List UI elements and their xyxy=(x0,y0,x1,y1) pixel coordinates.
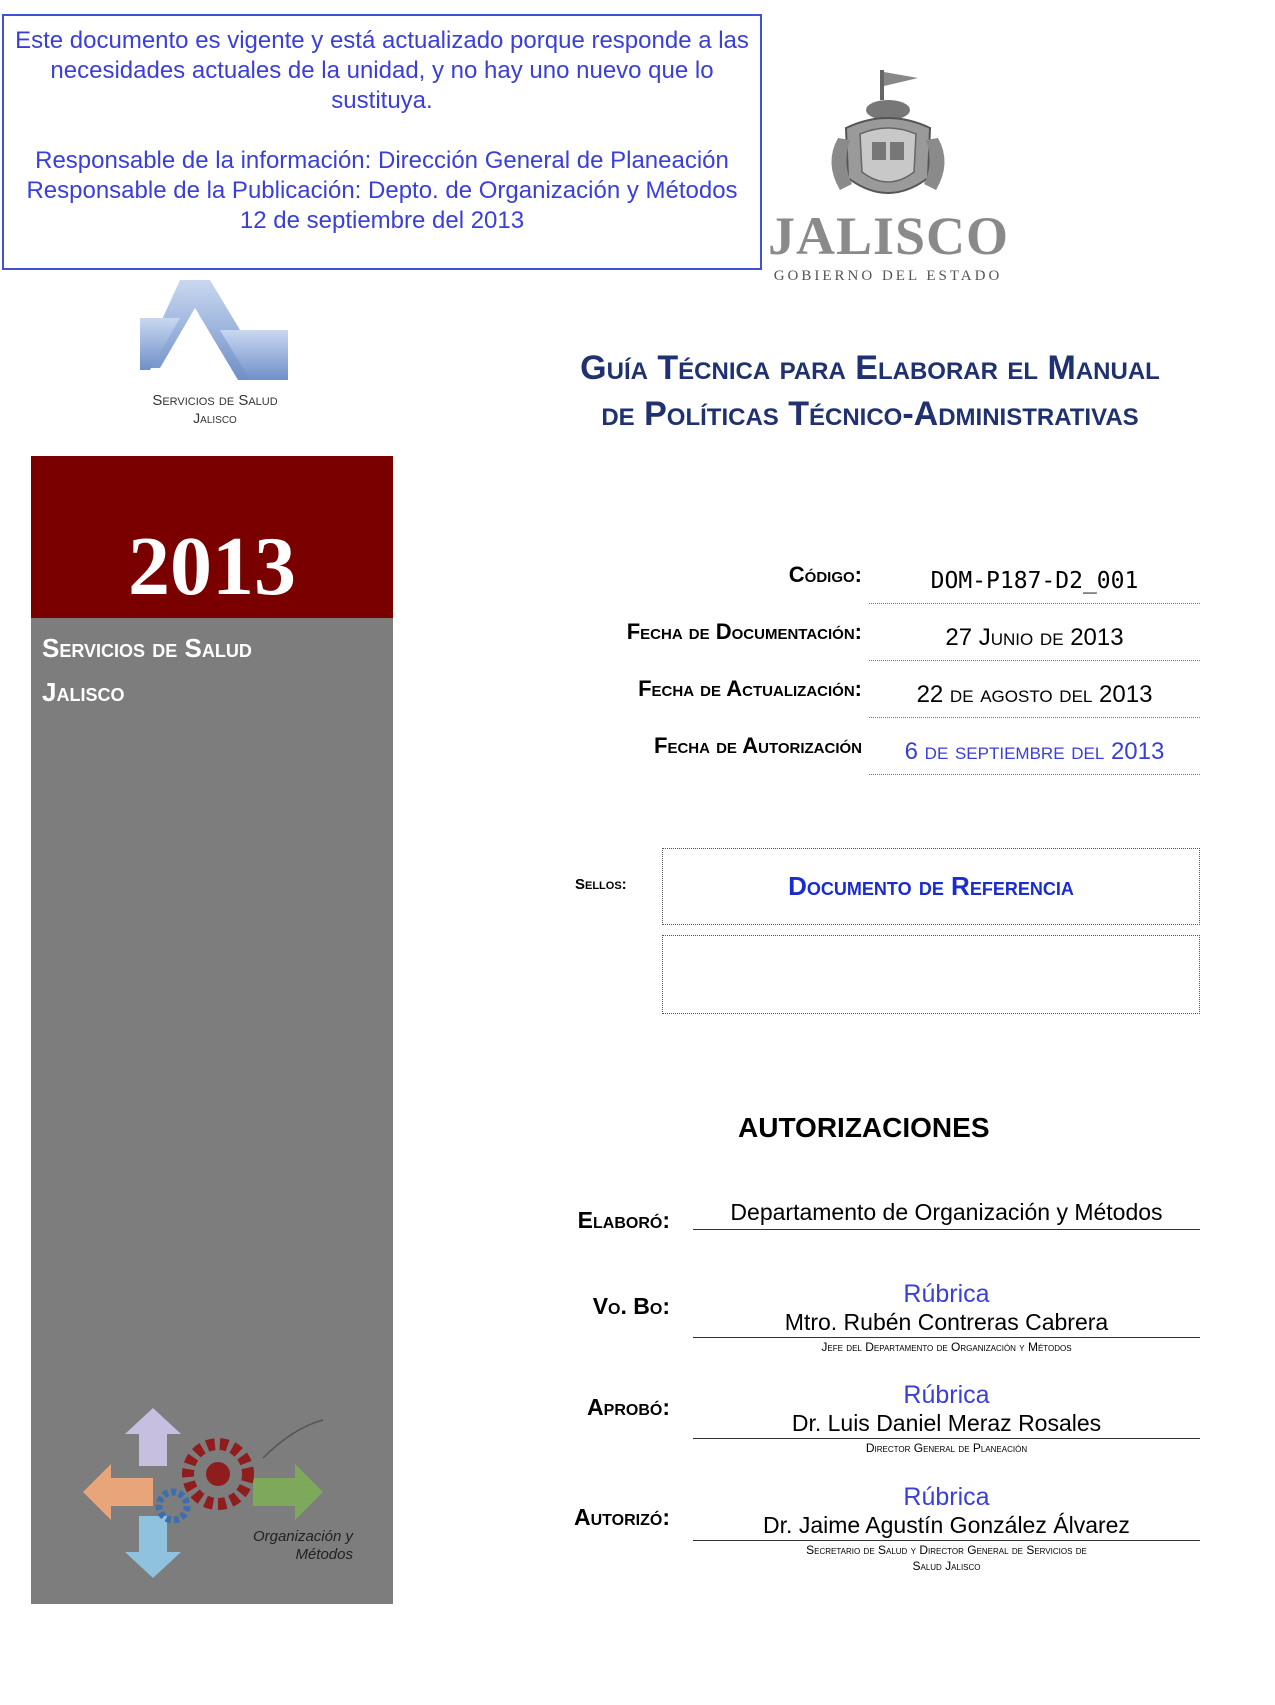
autorizo-role xyxy=(693,1542,1200,1574)
autorizo-label: Autorizó: xyxy=(574,1504,670,1530)
vobo-role: Jefe del Departamento de Organización y Métodos xyxy=(821,1340,1072,1354)
servicios-salud-logo-line2: Jalisco xyxy=(193,410,237,426)
autorizo-role-line2: Salud Jalisco xyxy=(912,1559,981,1573)
codigo-label: Código: xyxy=(788,562,862,587)
fecha-documentacion-value: 27 Junio de 2013 xyxy=(869,620,1200,661)
autorizo-name: Dr. Jaime Agustín González Álvarez xyxy=(763,1512,1130,1538)
aprobo-rubrica: Rúbrica xyxy=(903,1381,990,1409)
aprobo-label: Aprobó: xyxy=(587,1394,670,1420)
elaboro-value: Departamento de Organización y Métodos xyxy=(730,1199,1163,1225)
notice-validity-text: Este documento es vigente y está actualizado porque responde a las necesidades actuales de la unidad, y no hay uno nuevo que lo sustituya. xyxy=(15,27,749,114)
vobo-signature-line xyxy=(693,1337,1200,1338)
sello-empty-box xyxy=(662,935,1200,1014)
vobo-label: Vo. Bo: xyxy=(592,1293,670,1319)
meta-row-codigo xyxy=(540,554,1200,604)
cover-year: 2013 xyxy=(128,520,296,613)
vobo-name: Mtro. Rubén Contreras Cabrera xyxy=(784,1309,1109,1335)
organizacion-metodos-text xyxy=(233,1528,353,1564)
aprobo-name: Dr. Luis Daniel Meraz Rosales xyxy=(791,1410,1102,1436)
jalisco-subtitle: GOBIERNO DEL ESTADO xyxy=(773,268,1003,284)
autorizo-rubrica: Rúbrica xyxy=(903,1483,990,1511)
notice-date: 12 de septiembre del 2013 xyxy=(239,207,525,234)
organizacion-metodos-line2: Métodos xyxy=(295,1546,353,1563)
meta-row-fecha-actualizacion xyxy=(540,668,1200,718)
cover-institution-line1: Servicios de Salud xyxy=(42,633,252,663)
jalisco-coat-of-arms-icon xyxy=(768,68,1018,208)
elaboro-label: Elaboró: xyxy=(577,1207,670,1233)
servicios-salud-logo xyxy=(120,278,310,428)
cover-side-band xyxy=(31,456,393,1604)
organizacion-metodos-logo xyxy=(83,1408,373,1588)
document-title: Guía Técnica para Elaborar el Manual de Políticas Técnico-Administrativas xyxy=(580,349,1160,433)
organizacion-metodos-line1: Organización y xyxy=(252,1528,353,1545)
jalisco-wordmark: JALISCO xyxy=(768,206,1010,266)
meta-row-fecha-autorizacion xyxy=(540,725,1200,775)
notice-publication-responsible: Responsable de la Publicación: Depto. de Organización y Métodos xyxy=(26,177,738,204)
elaboro-signature-line xyxy=(693,1229,1200,1230)
cover-institution-name xyxy=(42,626,252,714)
fecha-autorizacion-value: 6 de septiembre del 2013 xyxy=(869,734,1200,775)
sellos-label: Sellos: xyxy=(575,876,627,893)
fecha-actualizacion-value: 22 de agosto del 2013 xyxy=(869,677,1200,718)
meta-row-fecha-documentacion xyxy=(540,611,1200,661)
jalisco-government-logo xyxy=(768,68,1018,288)
aprobo-signature-line xyxy=(693,1438,1200,1439)
vobo-rubrica: Rúbrica xyxy=(903,1280,990,1308)
autorizaciones-heading: AUTORIZACIONES xyxy=(738,1112,990,1143)
codigo-value: DOM-P187-D2_001 xyxy=(869,563,1200,604)
notice-info-responsible: Responsable de la información: Dirección General de Planeación xyxy=(35,147,729,174)
cover-institution-line2: Jalisco xyxy=(42,677,125,707)
servicios-salud-logo-line1: Servicios de Salud xyxy=(152,392,278,409)
validity-notice xyxy=(2,14,762,270)
autorizo-role-line1: Secretario de Salud y Director General de Servicios de xyxy=(806,1543,1087,1557)
autorizo-signature-line xyxy=(693,1540,1200,1541)
fecha-actualizacion-label: Fecha de Actualización: xyxy=(638,676,862,701)
cover-year-block xyxy=(31,456,393,618)
sello-stamp-box: Documento de Referencia xyxy=(662,848,1200,925)
servicios-salud-emblem-icon xyxy=(120,278,310,390)
aprobo-role: Director General de Planeación xyxy=(865,1441,1028,1455)
fecha-documentacion-label: Fecha de Documentación: xyxy=(626,619,862,644)
fecha-autorizacion-label: Fecha de Autorización xyxy=(654,733,862,758)
